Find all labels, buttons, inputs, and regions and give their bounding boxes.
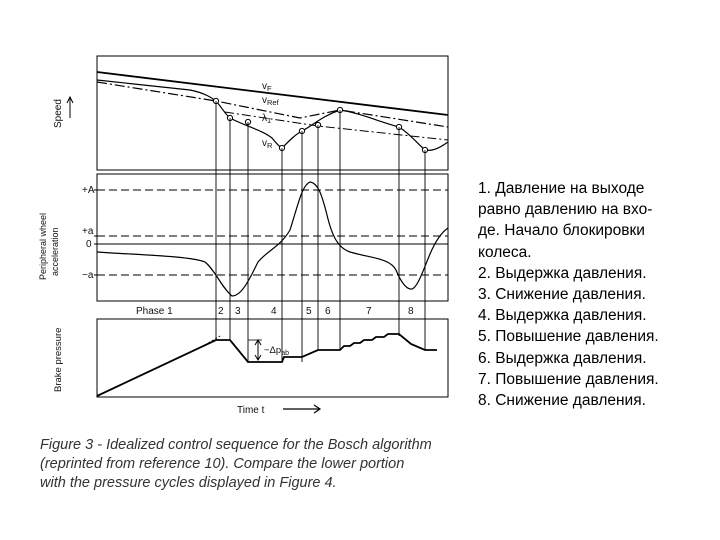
pressure-axis-label: Brake pressure: [53, 327, 64, 392]
phase-legend: [478, 178, 718, 411]
legend-line: 5. Повышение давления.: [478, 328, 659, 346]
accel-panel-frame: [97, 174, 448, 301]
label-vref: $v_{Ref}$: [262, 95, 279, 107]
speed-axis-arrow: [67, 97, 73, 118]
phase-label-6: 6: [325, 306, 331, 317]
phase-strip: [97, 301, 448, 319]
phase-label-8: 8: [408, 306, 414, 317]
level-minus-a: −a: [82, 270, 94, 281]
phase-label-7: 7: [366, 306, 372, 317]
level-zero: 0: [86, 239, 92, 250]
legend-line: 3. Снижение давления.: [478, 286, 646, 304]
vr-curve: [97, 80, 448, 150]
delta-p-label: $-\Delta p_{ab}$: [264, 345, 289, 357]
phase-label-1: Phase 1: [136, 306, 173, 317]
caption-line-3: with the pressure cycles displayed in Figure 4.: [40, 475, 337, 491]
speed-panel-frame: [97, 56, 448, 170]
vf-curve: [97, 72, 448, 115]
label-vf: $v_F$: [262, 81, 272, 93]
legend-line: 2. Выдержка давления.: [478, 264, 647, 282]
legend-line: де. Начало блокировки: [478, 222, 645, 240]
speed-axis-label: Speed: [53, 99, 64, 128]
legend-line: колеса.: [478, 243, 532, 261]
level-plus-A: +A: [82, 185, 95, 196]
accel-axis-label-1: Peripheral wheel: [38, 212, 48, 280]
legend-line: 4. Выдержка давления.: [478, 307, 647, 325]
time-axis-label: Time t: [237, 405, 265, 416]
phase-label-2: 2: [218, 306, 224, 317]
legend-line: 6. Выдержка давления.: [478, 349, 647, 367]
lambda1-curve: [225, 112, 448, 140]
pressure-panel: [53, 319, 448, 416]
legend-line: 1. Давление на выходе: [478, 180, 645, 197]
level-plus-a: +a: [82, 226, 94, 237]
legend-line: 8. Снижение давления.: [478, 392, 646, 410]
phase-label-3: 3: [235, 306, 241, 317]
speed-panel: [53, 56, 448, 170]
label-vr: $v_R$: [262, 138, 273, 150]
phase-label-5: 5: [306, 306, 312, 317]
label-lambda1: $\lambda_1$: [262, 113, 272, 125]
acceleration-curve: [97, 182, 448, 296]
accel-axis-label-2: acceleration: [50, 227, 60, 276]
accel-panel: [38, 174, 448, 301]
phase-boundaries: [216, 101, 425, 362]
delta-p-arrow: [255, 340, 261, 360]
legend-line: равно давлению на вхо-: [478, 201, 653, 219]
phase-label-4: 4: [271, 306, 277, 317]
time-axis-arrow: [283, 405, 320, 413]
pressure-curve: [97, 334, 437, 396]
caption-line-2: (reprinted from reference 10). Compare the lower portion: [40, 456, 405, 472]
pressure-panel-frame: [97, 319, 448, 397]
figure-caption: [40, 436, 470, 493]
legend-line: 7. Повышение давления.: [478, 370, 659, 388]
caption-line-1: Figure 3 - Idealized control sequence for the Bosch algorithm: [40, 437, 432, 453]
